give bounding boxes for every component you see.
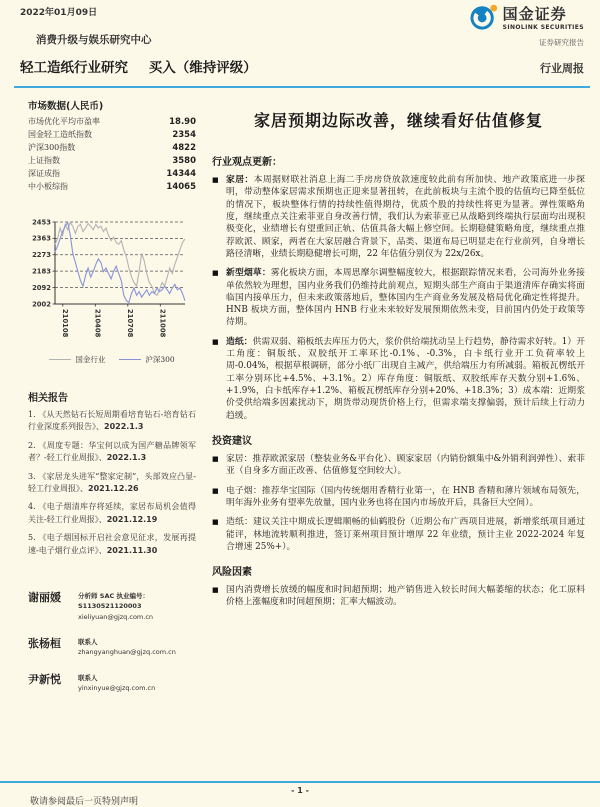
analyst-email: yinxinyue@gjzq.com.cn	[78, 684, 156, 693]
bullet-marker-icon: ■	[212, 518, 219, 527]
performance-chart	[28, 216, 196, 365]
analyst-name: 张杨桓	[28, 637, 61, 651]
report-series: 轻工造纸行业研究	[20, 60, 128, 76]
report-date: 2022.1.3	[104, 422, 144, 432]
bullet-item	[212, 453, 585, 478]
bullet-item	[212, 174, 585, 260]
chart-legend-item	[119, 354, 174, 365]
risk-heading: 风险因素	[212, 567, 252, 579]
bullet-text: 国内消费增长放缓的幅度和时间超预期；地产销售进入较长时间大幅萎缩的状态；化工原料价格上涨幅度和时间超预期；汇率大幅波动。	[226, 585, 585, 608]
svg-text:2363: 2363	[32, 234, 51, 243]
report-type: 行业周报	[540, 62, 584, 75]
report-title: 1. 《从天然钻石长短周期看培育钻石-培育钻石行业深度系列报告》、	[28, 410, 196, 432]
report-title: 2. 《周度专题：华宝何以成为国产糖品牌领军者？-轻工行业周报》、	[28, 440, 196, 463]
report-date: 2022.1.3	[106, 453, 147, 463]
viewpoint-bullets	[212, 174, 585, 422]
market-data-row	[28, 168, 196, 181]
bullet-text: 电子烟：推荐华宝国际（国内传统烟用香精行业第一，在 HNB 香精和薄片领域布局领先，明年海外业务有望率先放量，国内业务也将在国内市场放开后，具备巨大空间）。	[226, 485, 585, 508]
bullet-text: 新型烟草：雾化板块方面，本周思摩尔调整幅度较大，根据跟踪情况来看，公司海外业务接单依然较为理想，国内业务我们仍维持此前观点，短期头部生产商由于渠道清库存确实将面临国内接单压力，但未来政策落地后，整体国内生产商业务发展及格局优化确定性将提升。HNB 板块方面，整体国内 HNB 行业未来较好发展预期依然未变，目前国内仍处于政策等待期。	[226, 268, 585, 328]
brand-tagline: 证券研究报告	[539, 38, 584, 47]
related-reports	[28, 389, 196, 557]
related-report-item	[28, 532, 196, 557]
market-data-value: 2354	[172, 130, 196, 140]
svg-text:2183: 2183	[32, 267, 51, 276]
analyst-details	[78, 671, 155, 694]
advice-bullets	[212, 453, 585, 553]
bullet-item	[212, 336, 585, 422]
svg-text:210108: 210108	[60, 309, 69, 338]
market-data-row	[28, 129, 196, 142]
brand-block	[470, 3, 584, 48]
main-content	[212, 100, 585, 616]
svg-text:2092: 2092	[32, 283, 51, 292]
chart-legend	[28, 354, 196, 365]
sinolink-logo-icon	[470, 3, 498, 35]
bullet-item	[212, 516, 585, 553]
market-data-rows	[28, 116, 196, 194]
market-data-value: 3580	[172, 156, 196, 166]
bullet-marker-icon: ■	[212, 176, 219, 184]
analyst-role: 分析师 SAC 执业编号：S1130521120003	[78, 591, 150, 611]
report-date: 2021.12.19	[106, 514, 158, 524]
brand-name-en: SINOLINK SECURITIES	[502, 24, 584, 31]
bullet-marker-icon: ■	[212, 586, 219, 595]
analyst-role: 联系人	[78, 673, 98, 682]
bullet-item	[212, 584, 585, 609]
market-data-label: 市场优化平均市盈率	[28, 117, 100, 126]
bullet-lead: 造纸：	[226, 336, 253, 347]
market-data-label: 深证成指	[28, 169, 60, 178]
analyst-row	[28, 671, 196, 694]
legend-label: 沪深300	[145, 355, 175, 364]
bullet-marker-icon: ■	[212, 269, 219, 278]
analysts-block	[28, 589, 196, 694]
svg-text:2002: 2002	[32, 300, 51, 309]
analyst-email: xieliyuan@gjzq.com.cn	[78, 612, 154, 621]
footer-disclaimer: 敬请参阅最后一页特别声明	[30, 797, 139, 807]
bullet-lead: 家居：	[226, 175, 254, 185]
bullet-item	[212, 485, 585, 510]
market-data-row	[28, 116, 196, 129]
footer-divider	[0, 781, 600, 783]
market-data-value: 14065	[166, 182, 196, 192]
market-data-label: 中小板综指	[28, 182, 68, 191]
analyst-details	[78, 589, 196, 622]
legend-label: 国金行业	[75, 355, 106, 364]
svg-text:2453: 2453	[32, 218, 51, 227]
svg-text:211008: 211008	[158, 309, 167, 338]
header-divider	[14, 86, 590, 88]
svg-text:210708: 210708	[125, 309, 134, 338]
bullet-marker-icon: ■	[212, 337, 219, 346]
related-reports-title: 相关报告	[28, 393, 68, 404]
analyst-name: 尹新悦	[28, 672, 61, 686]
brand-name-cn: 国金证券	[502, 5, 567, 23]
report-date: 2022年01月09日	[20, 8, 98, 18]
bullet-marker-icon: ■	[212, 486, 219, 495]
market-data-row	[28, 181, 196, 194]
report-date: 2021.12.26	[88, 483, 139, 493]
svg-text:2273: 2273	[32, 251, 51, 260]
legend-line-swatch	[49, 359, 71, 360]
analyst-name: 谢丽媛	[28, 590, 61, 604]
market-data-row	[28, 142, 196, 155]
report-date: 2021.11.30	[106, 545, 158, 555]
viewpoint-heading: 行业观点更新：	[212, 157, 282, 168]
analyst-row	[28, 635, 196, 658]
rating-badge: 买入（维持评级）	[148, 60, 257, 76]
page-title: 家居预期边际改善，继续看好估值修复	[253, 111, 543, 130]
related-report-item	[28, 409, 196, 434]
market-data-row	[28, 155, 196, 168]
related-reports-list	[28, 409, 196, 557]
research-center-name: 消费升级与娱乐研究中心	[36, 34, 152, 46]
report-title: 3. 《家居龙头进军“整家定制”，头部效应凸显-轻工行业周报》、	[28, 471, 196, 493]
risk-bullets	[212, 584, 585, 609]
market-data-value: 18.90	[169, 117, 196, 127]
bullet-text: 造纸：建议关注中期成长逻辑顺畅的仙鹤股份（近期公布广西项目进展，新增浆纸项目通过能评，林地流转顺利推进，签订莱州项目预计增厚 22 年业绩，预计主业 2022-2024 年复合增速 25%+）。	[226, 517, 585, 552]
market-data-title: 市场数据(人民币)	[28, 101, 104, 112]
bullet-text: 造纸：供需双弱、箱板纸去库压力仍大，浆价供给端扰动呈上行趋势，静待需求好转。1）开工角度：铜版纸、双胶纸开工率环比-0.1%、-0.3%，白卡纸行业开工负荷率较上周-0.04%，根据草根调研，部分小纸厂出现自主减产，供给端压力有所减弱。箱板瓦楞纸开工率分别环比+4.5%、+3.1%。2）库存角度：铜版纸、双胶纸库存天数分别+1.6%、+1.9%，白卡纸库存+1.2%、箱板瓦楞纸库存分别+20%、+18.3%；3）成本端：近期浆价受供给端多因素扰动下，期货带动现货价格上行，但需求端支撑偏弱，预计后续上行动力趋缓。	[226, 336, 585, 421]
page-number: - 1 -	[291, 786, 309, 795]
analyst-row	[28, 589, 196, 622]
bullet-text: 家居：推荐欧派家居（整装业务&平台化）、顾家家居（内销份额集中&外销利润弹性）、索菲亚（自身多方面正改善、估值修复空间较大）。	[226, 453, 585, 477]
advice-heading: 投资建议	[212, 435, 252, 447]
report-title: 5. 《电子烟国标开启社会意见征求，发展再提速-电子烟行业点评》、	[28, 533, 196, 555]
market-data-label: 上证指数	[28, 156, 60, 165]
analyst-email: zhangyanghuan@gjzq.com.cn	[78, 648, 176, 657]
related-report-item	[28, 471, 196, 496]
market-data-value: 14344	[166, 169, 196, 179]
bullet-marker-icon: ■	[212, 454, 219, 463]
report-title: 4. 《电子烟清库存将延续，家居布局机会值得关注-轻工行业周报》、	[28, 502, 196, 524]
chart-legend-item	[49, 354, 105, 365]
related-report-item	[28, 501, 196, 526]
market-data-label: 沪深300指数	[28, 143, 76, 152]
related-report-item	[28, 440, 196, 465]
sidebar	[28, 98, 196, 707]
bullet-lead: 新型烟草：	[226, 268, 271, 279]
header-bar	[20, 56, 584, 76]
analyst-role: 联系人	[78, 638, 98, 647]
market-data-value: 4822	[172, 143, 196, 153]
analyst-details	[78, 635, 176, 658]
bullet-text: 家居：本周据财联社消息上海二手房房贷放款速度较此前有所加快、地产政策底进一步探明，带动整体家居需求预期也正迎来显著扭转，在此前板块与主流个股的估值均已降至低位的情况下，板块整体行情的持续性值得期待，优质个股的持续性将更为显著。弹性策略角度，继续重点关注索菲亚自身改善行情，我们认为索菲亚已从战略到终端执行层面均出现积极变化，业绩增长有望重回正轨、估值具备大幅上修空间。长期稳健策略角度，继续重点推荐欧派、顾家，两者在大家居融合背景下，品类、渠道布局已明显走在行业前列，自身增长路径清晰，业绩长期稳健增长可期，22 年估值分别仅为 22x/26x。	[226, 175, 585, 259]
market-data-label: 国金轻工造纸指数	[28, 130, 92, 139]
svg-text:210408: 210408	[93, 309, 102, 338]
bullet-item	[212, 267, 585, 329]
legend-line-swatch	[119, 359, 141, 360]
performance-chart-svg	[28, 216, 200, 346]
